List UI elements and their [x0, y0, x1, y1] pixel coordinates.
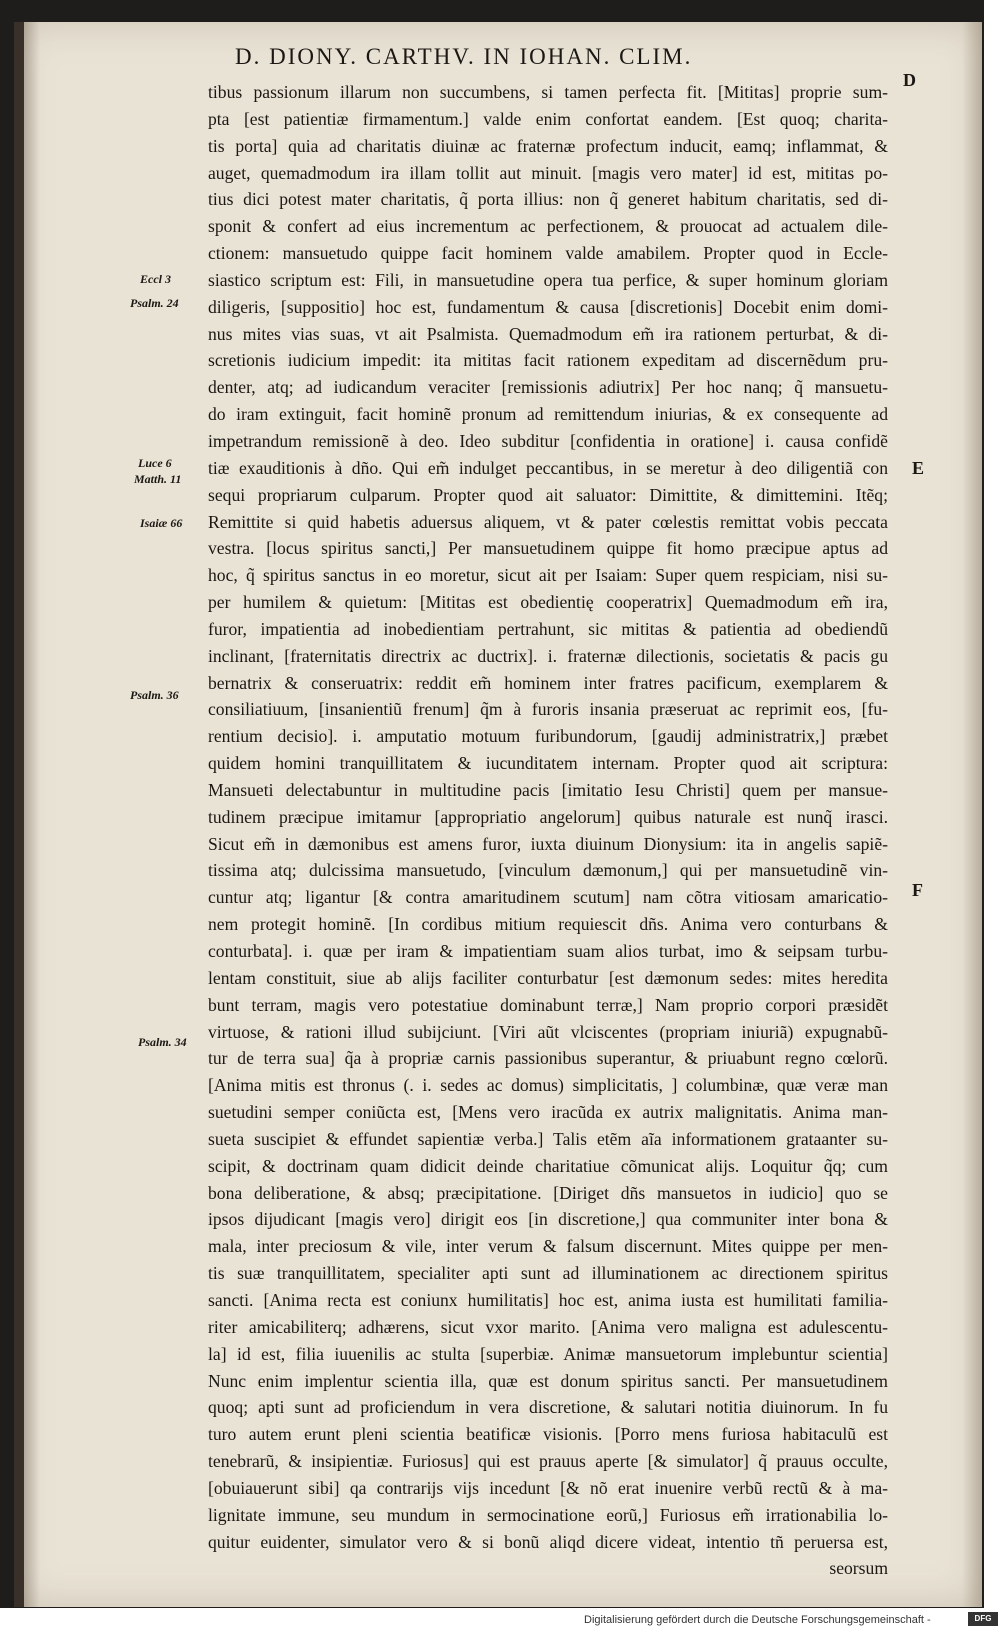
text-line: furor, impatientia ad inobedientiam pertrahunt, sic mititas & patientia ad obediendũ [208, 618, 888, 639]
text-line: tis porta] quia ad charitatis diuinæ ac fraternæ profectum inducit, eamq; inflammat, & [208, 135, 888, 156]
margin-reference: Psalm. 36 [130, 688, 179, 702]
page-spine-shadow [14, 22, 24, 1607]
digitization-credit: Digitalisierung gefördert durch die Deutsche Forschungsgemeinschaft - [584, 1614, 931, 1626]
text-line: tibus passionum illarum non succumbens, si tamen perfecta fit. [Mititas] proprie sum- [208, 82, 888, 102]
text-line: hoc, q̃ spiritus sanctus in eo moretur, sicut ait per Isaiam: Super quem respiciam, nisi su- [208, 565, 888, 586]
dfg-logo: DFG [968, 1612, 998, 1626]
text-line: do iram extinguit, facit hominẽ pronum ad remittendum iniurias, & ex consequente ad [208, 404, 888, 425]
text-line: vestra. [locus spiritus sancti,] Per mansuetudinem quippe fit homo præcipue aptus ad [208, 538, 888, 559]
text-line: nus mites vias suas, vt ait Psalmista. Quemadmodum em̃ ira rationem perturbat, & di- [208, 323, 888, 344]
text-line: la] id est, filia iuuenilis ac stulta [superbiæ. Animæ mansuetorum implebuntur scientia] [208, 1343, 888, 1364]
text-line: quoq; apti sunt ad proficiendum in vera discretione, & salutari notitia diuinorum. In fu [208, 1397, 888, 1418]
text-line: bernatrix & conseruatrix: reddit em̃ hominem inter fratres pacificum, exemplarem & [208, 672, 888, 693]
text-line: inclinant, [fraternitatis directrix ac ductrix]. i. fraternæ dilectionis, societatis & pacis gu [208, 645, 888, 666]
section-letter-f: F [912, 880, 923, 900]
text-line: Nunc enim implentur scientia illa, quæ est donum spiritus sancti. Per mansuetudinem [208, 1370, 888, 1391]
text-line: tur de terra sua] q̃a à propriæ carnis passionibus superantur, & priuabunt regno cœlorũ. [208, 1048, 888, 1069]
text-line: denter, atq; ad iudicandum veraciter [remissionis adiutrix] Per hoc nanq; q̃ mansuetu- [208, 377, 888, 398]
section-letter-e: E [912, 458, 925, 478]
text-line: turo autem erunt pleni scientia beatificæ visionis. [Porro mens furiosa habitaculũ est [208, 1424, 888, 1445]
text-line: rentium decisio]. i. amputatio motuum furibundorum, [gaudij administratrix,] præbet [208, 726, 888, 747]
text-line: [Anima mitis est thronus (. i. sedes ac domus) simplicitatis, ] columbinæ, quæ veræ man [208, 1075, 888, 1096]
text-line: nem protegit hominẽ. [In cordibus mitium requiescit dñs. Anima vero conturbans & [208, 914, 888, 935]
text-line: virtuose, & rationi illud subijciunt. [Viri aũt vlciscentes (propriam iniuriã) expugnabũ- [208, 1021, 888, 1042]
text-line: [obuiauerunt sibi] qa contrarijs vijs incedunt [& nõ erat inuenire verbũ rectũ & à ma- [208, 1477, 888, 1498]
margin-reference: Eccl 3 [140, 272, 171, 286]
margin-reference: Matth. 11 [134, 472, 182, 486]
text-line: quidem homini tranquillitatem & iucunditatem internam. Propter quod ait scriptura: [208, 753, 888, 774]
text-line: lignitate immune, seu mundum in sermocinatione eorũ,] Furiosus em̃ irrationabilia lo- [208, 1504, 888, 1525]
text-line: impetrandum remissionẽ à deo. Ideo subditur [confidentia in oratione] i. causa confidẽ [208, 430, 888, 451]
text-line: Mansueti delectabuntur in multitudine pacis [imitatio Iesu Christi] quem per mansue- [208, 779, 888, 800]
text-line: riter amicabiliterq; adhærens, sicut vxor marito. [Anima vero maligna est adulescentu- [208, 1316, 888, 1337]
text-line: ipsos dijudicant [magis vero] dirigit eos [in discretione,] qua communiter inter bona & [208, 1209, 888, 1230]
text-line: sponit & confert ad eius incrementum ac perfectionem, & prouocat ad actualem dile- [208, 216, 888, 237]
text-line: tis suæ tranquillitatem, specialiter apti sunt ad illuminationem ac directionem spiritus [208, 1263, 888, 1284]
margin-reference: Psalm. 34 [138, 1035, 187, 1049]
text-line: pta [est patientiæ firmamentum.] valde enim confortat eandem. [Est quoq; charita- [208, 108, 888, 129]
text-line: sancti. [Anima recta est coniunx humilitatis] hoc est, anima iusta est humilitati familia- [208, 1289, 888, 1310]
text-line: siastico scriptum est: Fili, in mansuetudine opera tua perfice, & super hominum gloriam [208, 269, 888, 290]
text-line: consiliatiuum, [insanientiũ frenum] q̃m à furoris insania præseruat ac reprimit eos, [fu- [208, 699, 888, 720]
text-line: Sicut em̃ in dæmonibus est amens furor, iuxta diuinum Dionysium: ita in angelis sapiẽ- [208, 833, 888, 854]
text-line: per humilem & quietum: [Mititas est obedientię cooperatrix] Quemadmodum em̃ ira, [208, 592, 888, 613]
text-line: seorsum [829, 1558, 888, 1579]
text-line: quitur euidenter, simulator vero & si bonũ aliqd dicere videat, intentio tñ peruersa est, [208, 1531, 888, 1552]
text-line: diligeris, [suppositio] hoc est, fundamentum & causa [discretionis] Docebit enim domi- [208, 296, 888, 317]
text-line: tiæ exauditionis à dño. Qui em̃ indulget peccantibus, in se meretur à deo diligentiã con [208, 457, 888, 478]
margin-reference: Luce 6 [138, 456, 172, 470]
text-line: tenebrarũ, & insipientiæ. Furiosus] qui est prauus aperte [& simulator] q̃ prauus occulte, [208, 1451, 888, 1472]
text-line: lentam constituit, siue ab alijs faciliter conturbatur [est dæmonum sedes: mites heredita [208, 967, 888, 988]
body-text [208, 79, 888, 1582]
text-line: Remittite si quid habetis aduersus aliquem, vt & pater cœlestis remittat vobis peccata [208, 511, 888, 532]
text-line: bunt terram, magis vero potestatiue dominabunt terræ,] Nam proprio corpori præsidẽt [208, 994, 888, 1015]
text-line: scipit, & doctrinam quam didicit deinde charitatiue cõmunicat alijs. Loquitur q̃q; cum [208, 1155, 888, 1176]
text-line: bona deliberatione, & absq; præcipitatione. [Diriget dñs mansuetos in iudicio] quo se [208, 1182, 888, 1203]
text-line: sueta suscipiet & effundet sapientiæ verba.] Talis etẽm aĩa informationem grataanter su- [208, 1128, 888, 1149]
text-line: ctionem: mansuetudo quippe facit hominem valde amabilem. Propter quod in Eccle- [208, 243, 888, 264]
text-line: auget, quemadmodum ira illam tollit aut minuit. [magis vero mater] id est, mititas po- [208, 162, 888, 183]
text-line: conturbata]. i. quæ per iram & impatientiam suam alios turbat, imo & seipsam turbu- [208, 941, 888, 961]
text-line: tudinem præcipue imitamur [appropriatio angelorum] quibus naturale est nunq̃ irasci. [208, 806, 888, 827]
text-line: tissima atq; dulcissima mansuetudo, [vinculum dæmonum,] qui per mansuetudinẽ vin- [208, 860, 888, 881]
section-letter-d: D [903, 70, 916, 90]
text-line: cuntur atq; ligantur [& contra amaritudinem scutum] nam cõtra vitiosam amaricatio- [208, 887, 888, 908]
text-line: sequi propriarum culparum. Propter quod ait saluator: Dimittite, & dimittemini. Itẽq; [208, 484, 888, 505]
text-line: scretionis iudicium impedit: ita mititas facit rationem expeditam ad discernẽdum pru- [208, 350, 888, 371]
margin-reference: Psalm. 24 [130, 296, 179, 310]
text-line: mala, inter preciosum & vile, inter verum & falsum discernunt. Mites quippe per men- [208, 1236, 888, 1257]
text-line: tius dici potest mater charitatis, q̃ porta illius: non q̃ generet habitum charitatis, sed di- [208, 189, 888, 210]
margin-reference: Isaiæ 66 [140, 516, 183, 530]
running-header: D. DIONY. CARTHV. IN IOHAN. CLIM. [235, 44, 693, 69]
text-line: suetudini semper coniũcta est, [Mens vero iracũda ex autrix malignitatis. Anima man- [208, 1102, 888, 1123]
